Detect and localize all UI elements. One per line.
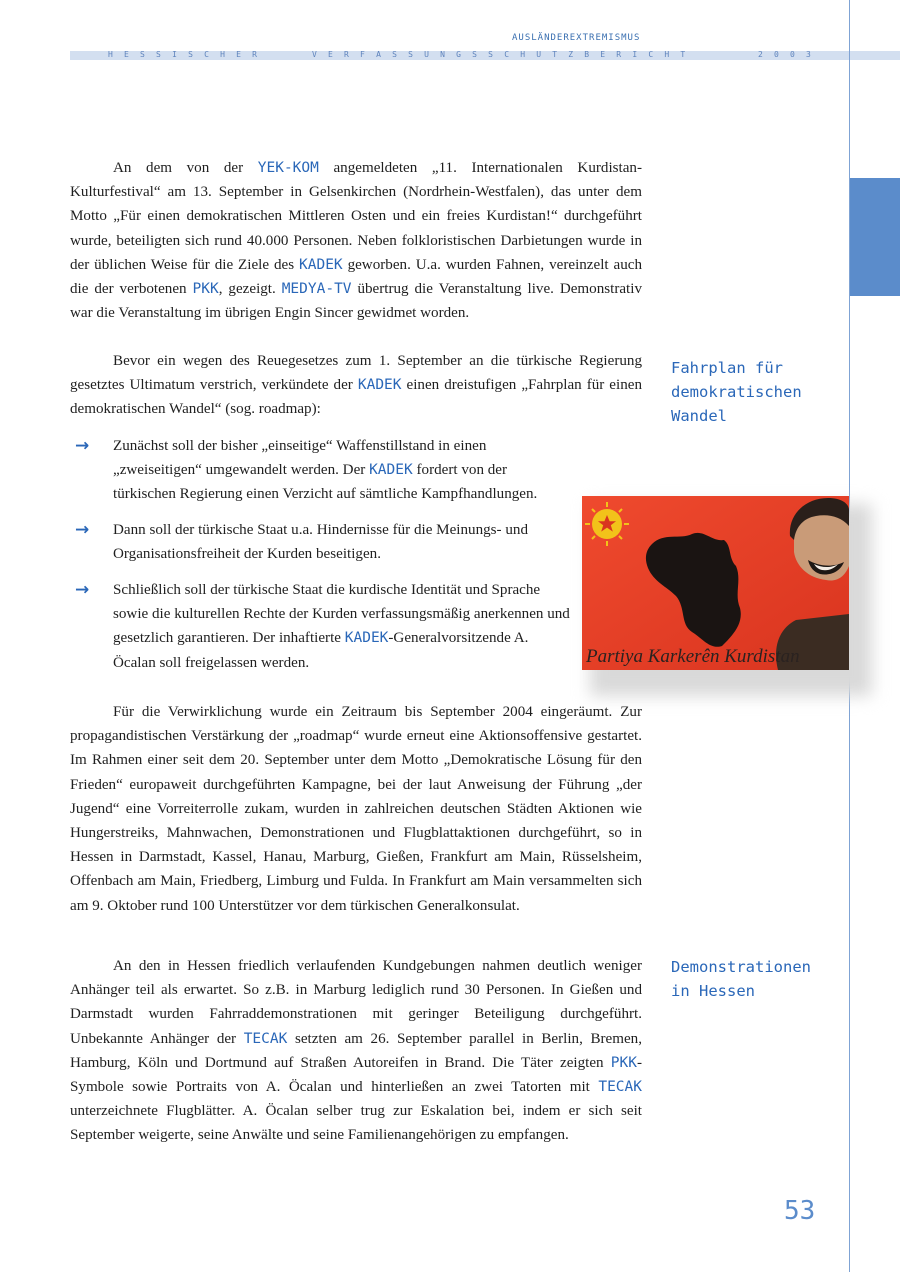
- organization-keyword: TECAK: [598, 1079, 642, 1096]
- poster-caption: Partiya Karkerên Kurdistan: [586, 646, 800, 667]
- pkk-poster-image: [582, 496, 849, 670]
- organization-keyword: KADEK: [344, 630, 389, 647]
- page-number: 53: [784, 1196, 816, 1226]
- running-header-band: [70, 51, 900, 60]
- sidenote-line: Wandel: [671, 407, 727, 426]
- paragraph-hessen-demos: An den in Hessen friedlich verlaufenden Kundgebungen nahmen deutlich weniger Anhänger teil als erwartet. So z.B. in Marburg lediglich rund 30 Personen. In Gießen und Darmstadt wurden Fahrraddemonstrationen mit geringer Beteiligung durchgeführt. Unbekannte Anhänger der TECAK setzten am 26. September parallel in Berlin, Bremen, Hamburg, Köln und Dortmund auf Straßen Autoreifen in Brand. Die Täter zeigten PKK-Symbole sowie Portraits von A. Öcalan und hinterließen an zwei Tatorten mit TECAK unterzeichnete Flugblätter. A. Öcalan selber trug zur Eskalation bei, indem er sich seit September weigerte, seine Anwälte und seine Familienangehörigen zu empfangen.: [70, 958, 642, 1144]
- running-title-2: VERFASSUNGSSCHUTZBERICHT: [312, 50, 697, 59]
- bullet-text-1: Zunächst soll der bisher „einseitige“ Waffenstillstand in einen „zweiseitigen“ umgewandelt werden. Der KADEK fordert von der türkischen Regierung einen Verzicht auf sämtliche Kampfhandlungen.: [113, 438, 538, 503]
- paragraph-campaign: Für die Verwirklichung wurde ein Zeitraum bis September 2004 eingeräumt. Zur propagandistischen Verstärkung der „roadmap“ wurde erneut eine Aktionsoffensive gestartet. Im Rahmen einer seit dem 20. September unter dem Motto „Demokratische Lösung für den Frieden“ europaweit durchgeführten Kampagne, bei der laut Anweisung der Führung „der Jugend“ eine Vorreiterrolle zukam, wurden in zahlreichen deutschen Städten Aktionen wie Hungerstreiks, Mahnwachen, Demonstrationen und Flugblattaktionen durchgeführt, so in Hessen in Darmstadt, Kassel, Hanau, Marburg, Gießen, Frankfurt am Main, Rüsselsheim, Offenbach am Main, Friedberg, Limburg und Fulda. In Frankfurt am Main versammelten sich am 9. Oktober rund 100 Unterstützer vor dem türkischen Generalkonsulat.: [70, 704, 642, 914]
- sidenote-fahrplan: [671, 356, 846, 429]
- organization-keyword: KADEK: [369, 462, 413, 479]
- list-item-bullet-3: [70, 578, 570, 675]
- organization-keyword: KADEK: [299, 256, 343, 273]
- sidenote-line: Fahrplan für: [671, 359, 783, 377]
- organization-keyword: PKK: [192, 281, 219, 298]
- poster-artwork: [582, 496, 849, 670]
- paragraph-roadmap-intro: Bevor ein wegen des Reuegesetzes zum 1. September an die türkische Regierung gesetztes Ultimatum verstrich, verkündete der KADEK einen dreistufigen „Fahrplan für einen demokratischen Wandel“ (sog. roadmap):: [70, 353, 642, 418]
- organization-keyword: KADEK: [357, 377, 402, 394]
- arrow-right-icon: →: [75, 436, 90, 456]
- running-title-1: HESSISCHER: [108, 50, 269, 59]
- sidenote-demonstrationen: [671, 955, 846, 1003]
- list-item-bullet-1: [70, 434, 570, 507]
- arrow-right-icon: →: [75, 580, 90, 600]
- sidenote-line: Demonstrationen: [671, 958, 811, 976]
- bullet-text-2: Dann soll der türkische Staat u.a. Hindernisse für die Meinungs- und Organisationsfreiheit der Kurden beseitigen.: [113, 522, 528, 563]
- arrow-right-icon: →: [75, 520, 90, 540]
- sidenote-line: demokratischen: [671, 383, 802, 402]
- organization-keyword: MEDYA-TV: [281, 281, 352, 298]
- section-title: AUSLÄNDEREXTREMISMUS: [512, 33, 641, 43]
- sidenote-line: in Hessen: [671, 982, 755, 1001]
- organization-keyword: PKK: [610, 1054, 637, 1071]
- organization-keyword: TECAK: [243, 1030, 288, 1047]
- running-title-3: 2003: [758, 50, 823, 59]
- organization-keyword: YEK-KOM: [257, 160, 319, 176]
- chapter-tab: [850, 178, 900, 296]
- paragraph-festival: An dem von der YEK-KOM angemeldeten „11. Internationalen Kurdistan-Kulturfestival“ am 13. September in Gelsenkirchen (Nordrhein-Westfalen), das unter dem Motto „Für einen demokratischen Mittleren Osten und ein freies Kurdistan!“ durchgeführt wurde, beteiligten sich rund 40.000 Personen. Neben folkloristischen Darbietungen wurde in der üblichen Weise für die Ziele des KADEK geworben. U.a. wurden Fahnen, vereinzelt auch die der verbotenen PKK, gezeigt. MEDYA-TV übertrug die Veranstaltung live. Demonstrativ war die Veranstaltung im übrigen Engin Sincer gewidmet worden.: [70, 160, 642, 322]
- list-item-bullet-2: [70, 518, 570, 566]
- bullet-text-3: Schließlich soll der türkische Staat die kurdische Identität und Sprache sowie die kulturellen Rechte der Kurden verfassungsmäßig anerkennen und gesetzlich garantieren. Der inhaftierte KADEK-Generalvorsitzende A. Öcalan soll freigelassen werden.: [113, 582, 570, 671]
